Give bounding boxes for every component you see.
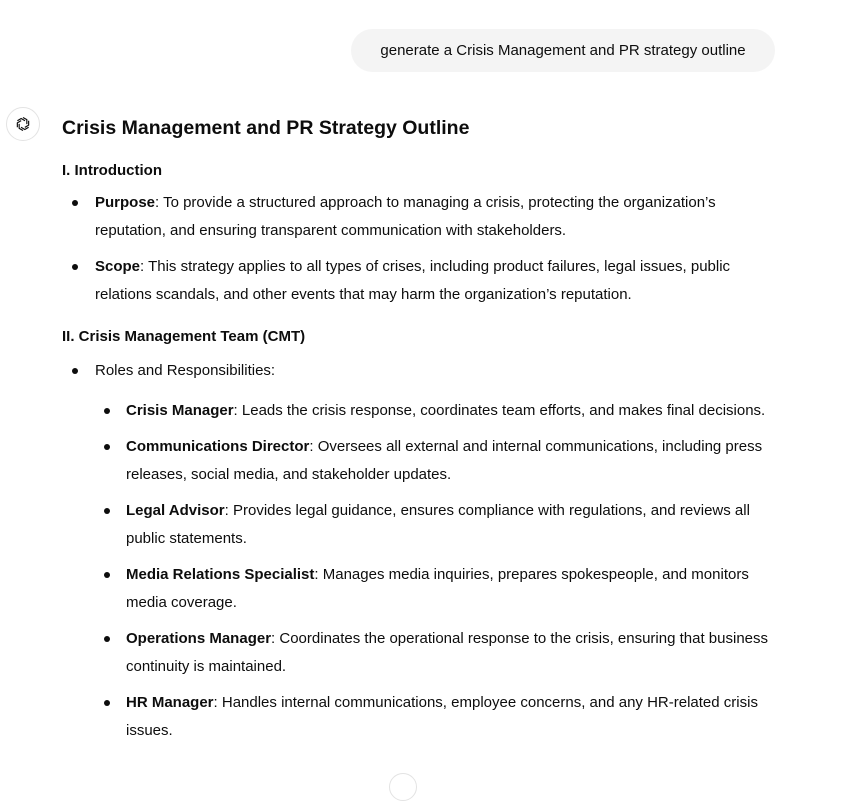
bullet bbox=[104, 408, 110, 414]
role-text: : Manages media inquiries, prepares spokespeople, and monitors media coverage. bbox=[126, 566, 749, 611]
item-separator: : bbox=[140, 258, 145, 275]
user-message-text: generate a Crisis Management and PR strategy outline bbox=[380, 42, 746, 59]
item-separator: : bbox=[155, 194, 160, 211]
role-label: Legal Advisor bbox=[126, 502, 225, 519]
bullet bbox=[72, 368, 78, 374]
bullet bbox=[104, 508, 110, 514]
assistant-answer bbox=[62, 113, 782, 745]
role-text: : Handles internal communications, employee concerns, and any HR-related crisis issues. bbox=[126, 694, 758, 739]
cmt-list bbox=[62, 357, 782, 745]
role-item-hr-manager bbox=[94, 689, 782, 745]
item-label: Purpose bbox=[95, 194, 156, 211]
role-label: Operations Manager bbox=[126, 630, 272, 647]
role-item-crisis-manager bbox=[94, 397, 782, 425]
role-label: Media Relations Specialist bbox=[126, 566, 315, 583]
bullet bbox=[104, 636, 110, 642]
roles-list bbox=[62, 397, 782, 745]
assistant-avatar bbox=[6, 107, 40, 141]
item-text: This strategy applies to all types of crises, including product failures, legal issues, public relations scandals, and other events that may harm the organization’s reputation. bbox=[95, 258, 731, 303]
item-text: To provide a structured approach to managing a crisis, protecting the organization’s reputation, and ensuring transparent communication with stakeholders. bbox=[95, 194, 716, 239]
bullet bbox=[72, 200, 78, 206]
role-item-legal-advisor bbox=[94, 497, 782, 553]
introduction-list bbox=[62, 189, 782, 309]
role-text: : Provides legal guidance, ensures compliance with regulations, and reviews all public statements. bbox=[126, 502, 750, 547]
section-heading-crisis-management-team: II. Crisis Management Team (CMT) bbox=[62, 328, 306, 345]
openai-logo-icon bbox=[13, 114, 33, 134]
role-label: HR Manager bbox=[126, 694, 214, 711]
role-text: : Leads the crisis response, coordinates team efforts, and makes final decisions. bbox=[233, 402, 766, 419]
list-item bbox=[62, 253, 782, 309]
role-text: : Oversees all external and internal communications, including press releases, social media, and stakeholder updates. bbox=[126, 438, 763, 483]
list-item bbox=[62, 357, 782, 745]
user-message-bubble bbox=[351, 29, 775, 72]
role-item-operations-manager bbox=[94, 625, 782, 681]
role-label: Communications Director bbox=[126, 438, 310, 455]
item-label: Scope bbox=[95, 258, 141, 275]
answer-title: Crisis Management and PR Strategy Outline bbox=[62, 117, 470, 139]
role-item-communications-director bbox=[94, 433, 782, 489]
role-item-media-relations-specialist bbox=[94, 561, 782, 617]
role-label: Crisis Manager bbox=[126, 402, 234, 419]
scroll-to-bottom-button[interactable] bbox=[389, 773, 417, 801]
bullet bbox=[72, 264, 78, 270]
section-heading-introduction: I. Introduction bbox=[62, 162, 162, 179]
role-text: : Coordinates the operational response to the crisis, ensuring that business continuity is maintained. bbox=[126, 630, 769, 675]
bullet bbox=[104, 572, 110, 578]
roles-heading: Roles and Responsibilities: bbox=[95, 362, 276, 379]
bullet bbox=[104, 700, 110, 706]
bullet bbox=[104, 444, 110, 450]
list-item bbox=[62, 189, 782, 245]
